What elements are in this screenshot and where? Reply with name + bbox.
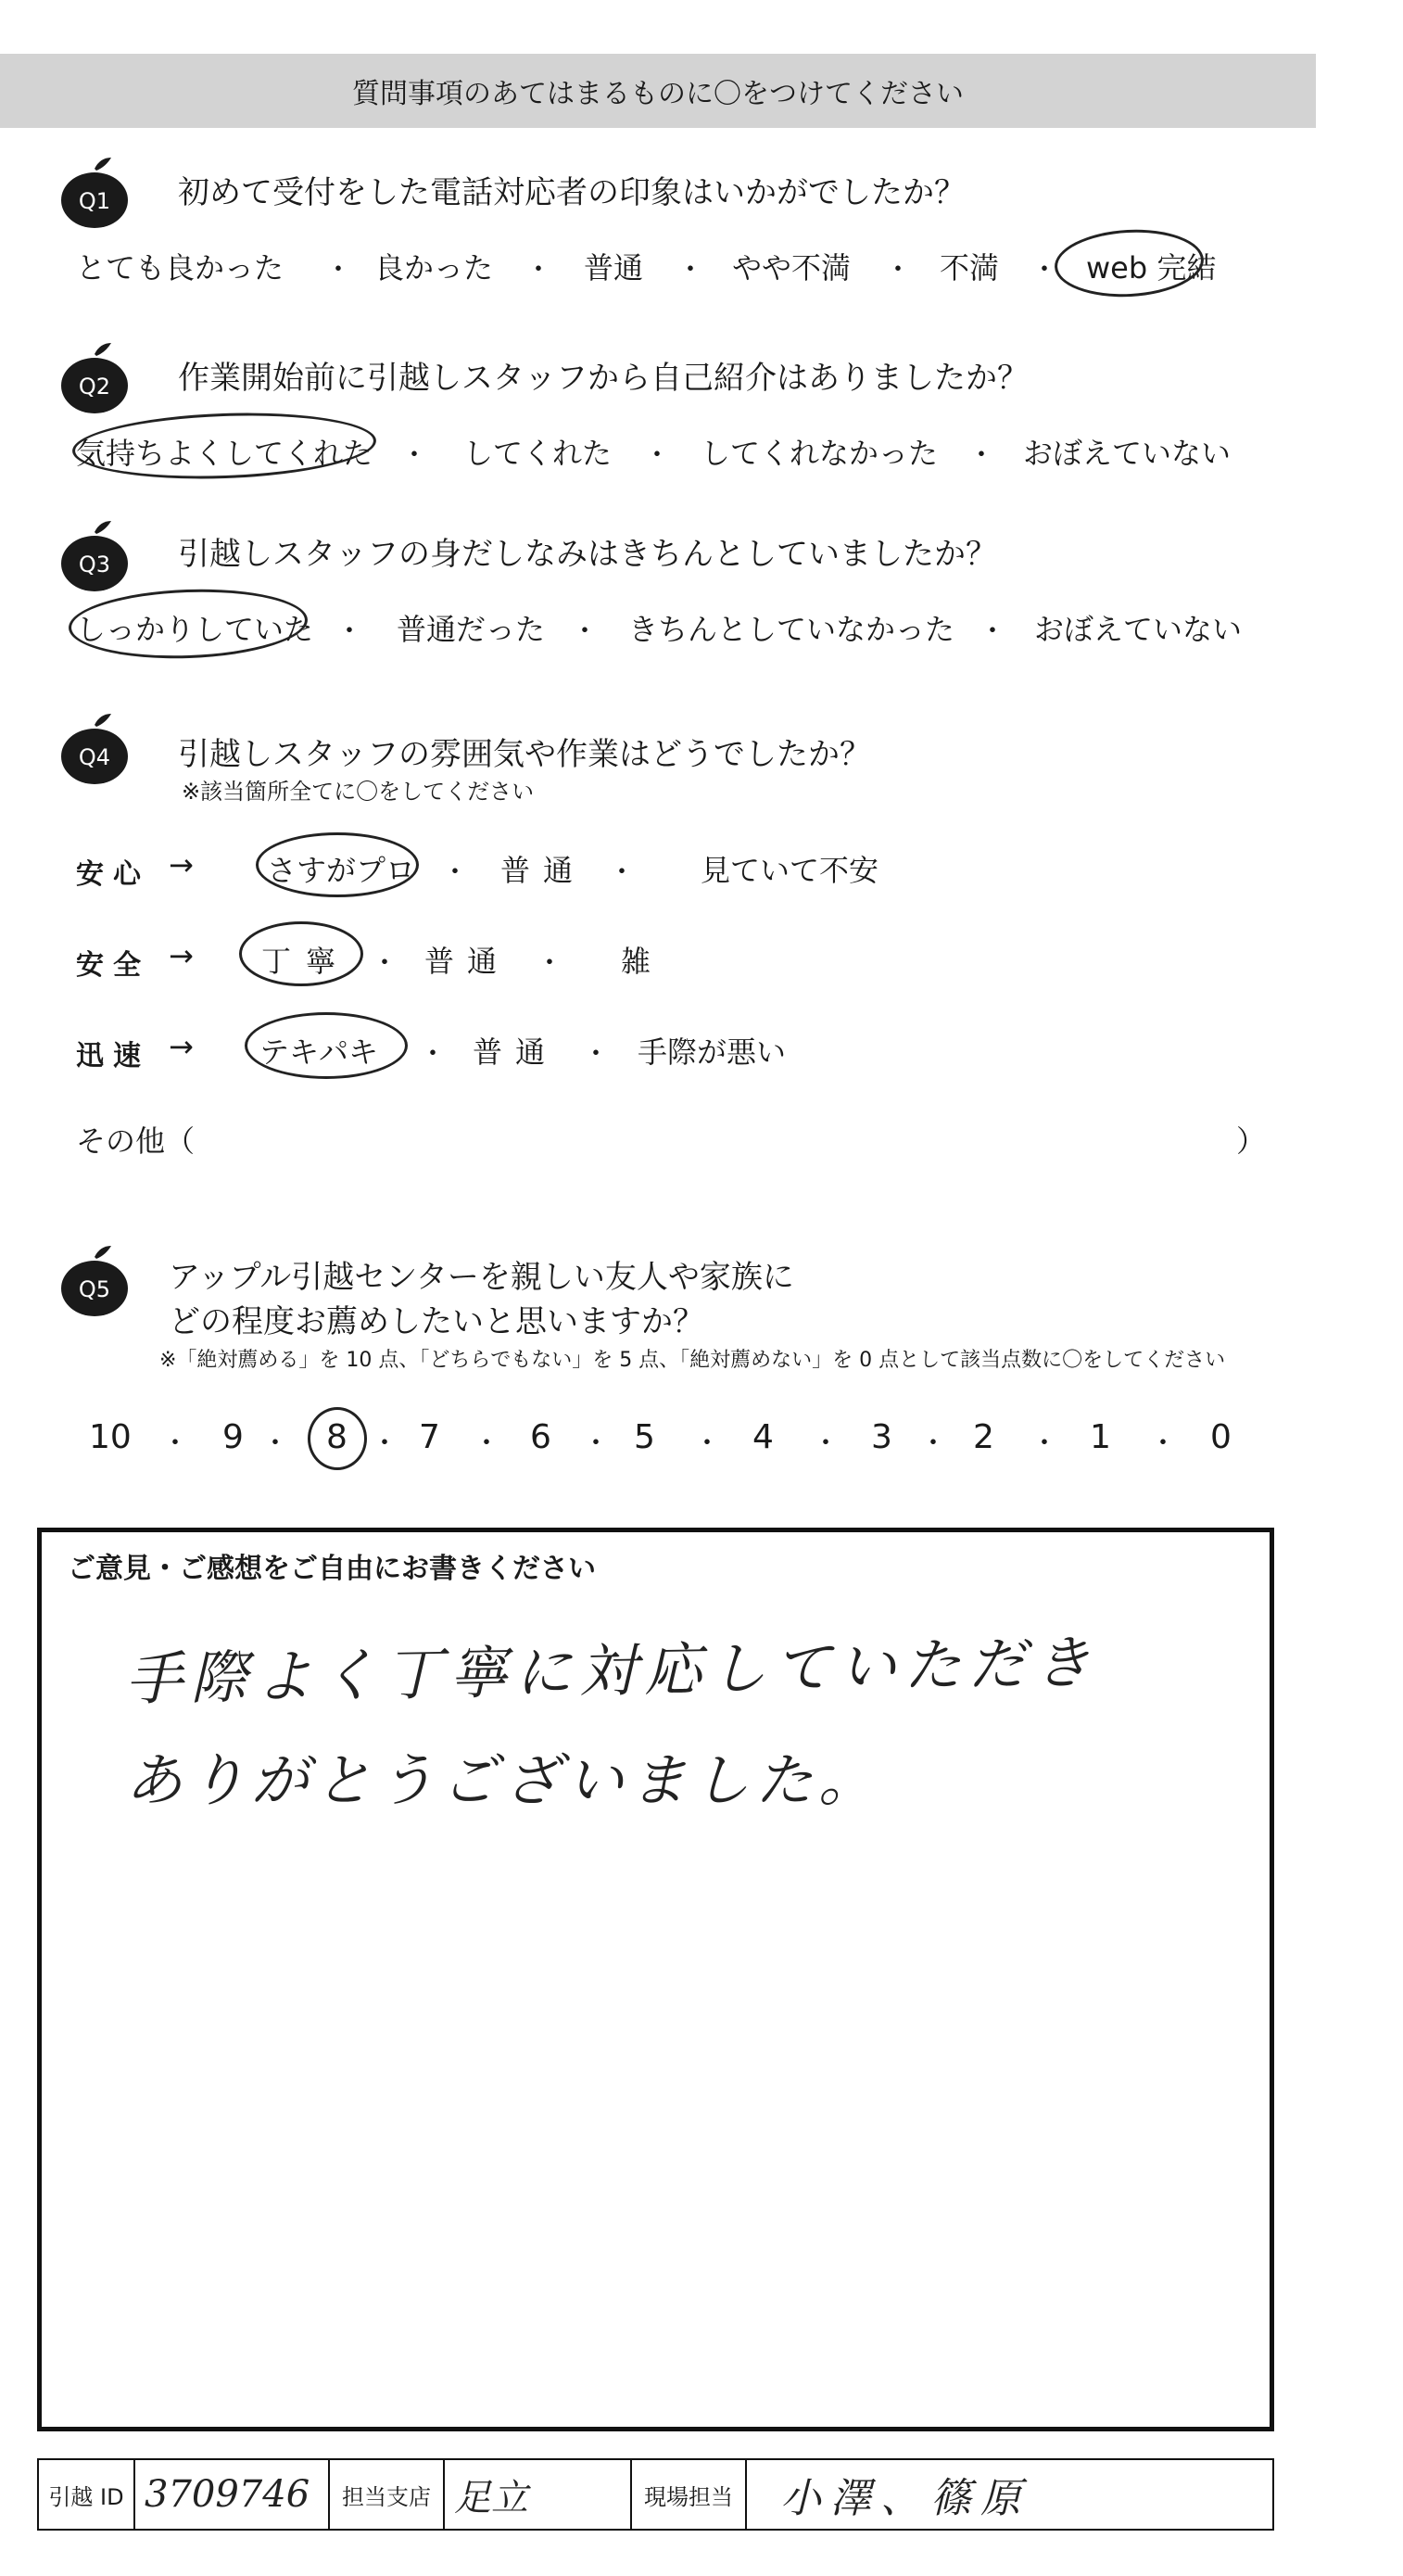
header-title: 質問事項のあてはまるものに〇をつけてください: [352, 78, 964, 110]
q1-option-1[interactable]: とても良かった: [76, 250, 284, 286]
q4-note: ※該当箇所全てに〇をしてください: [182, 779, 535, 805]
q4-badge-text: Q4: [78, 744, 111, 770]
score-8[interactable]: 8: [326, 1418, 348, 1456]
separator-dot: ・: [525, 254, 552, 286]
separator-dot: ・: [371, 1428, 398, 1460]
footer-divider: [39, 2460, 330, 2529]
score-3[interactable]: 3: [871, 1418, 892, 1456]
arrow-right-icon: →: [169, 1029, 194, 1064]
arrow-right-icon: →: [169, 847, 194, 882]
selection-circle: [239, 921, 363, 986]
separator-dot: ・: [536, 947, 563, 980]
q4-row2-option-2[interactable]: 普通: [424, 944, 511, 979]
q4-row-label: 安心: [76, 858, 150, 891]
score-0[interactable]: 0: [1210, 1418, 1232, 1456]
q3-badge-icon: [57, 519, 132, 593]
q4-question: 引越しスタッフの雰囲気や作業はどうでしたか？: [178, 736, 871, 773]
staff-label: 現場担当: [632, 2460, 747, 2529]
comment-line-1: 手際よく丁寧に対応していただき: [124, 1628, 1099, 1714]
q1-badge-text: Q1: [78, 188, 111, 214]
separator-dot: ・: [812, 1428, 840, 1460]
score-5[interactable]: 5: [634, 1418, 655, 1456]
q3-badge-text: Q3: [78, 552, 111, 577]
separator-dot: ・: [643, 439, 671, 472]
selection-circle: [68, 586, 309, 663]
q5-badge-icon: [57, 1244, 132, 1318]
separator-dot: ・: [884, 254, 912, 286]
branch-value: 足立: [454, 2476, 528, 2519]
separator-dot: ・: [1030, 1428, 1058, 1460]
separator-dot: ・: [419, 1038, 447, 1071]
separator-dot: ・: [608, 857, 636, 889]
q4-row1-option-2[interactable]: 普通: [500, 853, 587, 888]
q3-option-1[interactable]: しっかりしていた: [76, 612, 314, 647]
q4-row-label: 迅速: [76, 1040, 150, 1072]
separator-dot: ・: [979, 615, 1006, 648]
separator-dot: ・: [1030, 254, 1058, 286]
separator-dot: ・: [371, 947, 398, 980]
score-1[interactable]: 1: [1090, 1418, 1111, 1456]
separator-dot: ・: [335, 615, 363, 648]
selection-circle: [1053, 226, 1206, 300]
separator-dot: ・: [1149, 1428, 1177, 1460]
q1-option-4[interactable]: やや不満: [732, 250, 852, 286]
comment-box[interactable]: [37, 1528, 1274, 2431]
separator-dot: ・: [919, 1428, 947, 1460]
q1-option-2[interactable]: 良かった: [374, 250, 494, 286]
score-7[interactable]: 7: [419, 1418, 440, 1456]
q4-other-label: その他（: [76, 1123, 196, 1159]
q4-badge-icon: [57, 712, 132, 786]
q2-option-3[interactable]: してくれなかった: [701, 436, 939, 471]
separator-dot: ・: [676, 254, 704, 286]
q5-question-line2: どの程度お薦めしたいと思いますか？: [169, 1303, 704, 1340]
q2-badge-icon: [57, 341, 132, 415]
q4-row2-option-1[interactable]: 丁寧: [261, 944, 351, 979]
survey-header: [0, 54, 1316, 128]
move-id-label: 引越 ID: [39, 2460, 135, 2529]
q3-option-4[interactable]: おぼえていない: [1034, 612, 1243, 647]
score-4[interactable]: 4: [752, 1418, 774, 1456]
q1-option-3[interactable]: 普通: [584, 250, 644, 286]
separator-dot: ・: [261, 1428, 289, 1460]
separator-dot: ・: [161, 1428, 189, 1460]
selection-circle: [308, 1407, 367, 1470]
footer-table: [37, 2458, 1274, 2531]
q2-question: 作業開始前に引越しスタッフから自己紹介はありましたか？: [178, 360, 1029, 397]
q4-row2-option-3[interactable]: 雑: [621, 944, 651, 979]
separator-dot: ・: [441, 857, 469, 889]
separator-dot: ・: [324, 254, 352, 286]
arrow-right-icon: →: [169, 938, 194, 973]
move-id-value: 3709746: [145, 2473, 310, 2516]
selection-circle: [256, 832, 419, 897]
comment-line-2: ありがとうございました。: [125, 1746, 882, 1814]
q4-other-close: ）: [1236, 1123, 1267, 1159]
score-10[interactable]: 10: [89, 1418, 132, 1456]
selection-circle: [245, 1012, 408, 1079]
q4-other-field[interactable]: [269, 1149, 1232, 1151]
score-9[interactable]: 9: [222, 1418, 244, 1456]
separator-dot: ・: [400, 439, 428, 472]
score-6[interactable]: 6: [530, 1418, 551, 1456]
staff-value: 小澤、篠原: [780, 2475, 1030, 2522]
q5-note: ※「絶対薦める」を 10 点、「どちらでもない」を 5 点、「絶対薦めない」を 0 点として該当点数に〇をしてください: [159, 1349, 1226, 1372]
q1-option-5[interactable]: 不満: [940, 250, 1000, 286]
q5-question-line1: アップル引越センターを親しい友人や家族に: [169, 1259, 794, 1296]
q1-option-6[interactable]: web 完結: [1086, 250, 1217, 286]
q2-badge-text: Q2: [78, 374, 111, 400]
separator-dot: ・: [473, 1428, 500, 1460]
separator-dot: ・: [582, 1428, 610, 1460]
score-2[interactable]: 2: [973, 1418, 994, 1456]
q2-option-1[interactable]: 気持ちよくしてくれた: [76, 436, 373, 471]
q4-row3-option-2[interactable]: 普通: [473, 1034, 559, 1070]
q3-option-3[interactable]: きちんとしていなかった: [628, 612, 955, 647]
q3-question: 引越しスタッフの身だしなみはきちんとしていましたか？: [178, 536, 997, 573]
q4-row3-option-1[interactable]: テキパキ: [259, 1034, 379, 1070]
q2-option-4[interactable]: おぼえていない: [1023, 436, 1232, 471]
q1-question: 初めて受付をした電話対応者の印象はいかがでしたか？: [178, 174, 966, 211]
q4-row1-option-1[interactable]: さすがプロ: [267, 853, 416, 888]
separator-dot: ・: [582, 1038, 610, 1071]
q1-badge-icon: [57, 156, 132, 230]
q4-row-label: 安全: [76, 949, 150, 982]
branch-label: 担当支店: [330, 2460, 445, 2529]
separator-dot: ・: [967, 439, 995, 472]
footer-divider: [330, 2460, 632, 2529]
comment-title: ご意見・ご感想をご自由にお書きください: [68, 1553, 596, 1585]
q4-row1-option-3[interactable]: 見ていて不安: [701, 853, 879, 888]
q4-row3-option-3[interactable]: 手際が悪い: [638, 1034, 787, 1070]
separator-dot: ・: [693, 1428, 721, 1460]
q2-option-2[interactable]: してくれた: [463, 436, 613, 471]
q5-badge-text: Q5: [78, 1276, 111, 1302]
q3-option-2[interactable]: 普通だった: [397, 612, 546, 647]
separator-dot: ・: [571, 615, 599, 648]
